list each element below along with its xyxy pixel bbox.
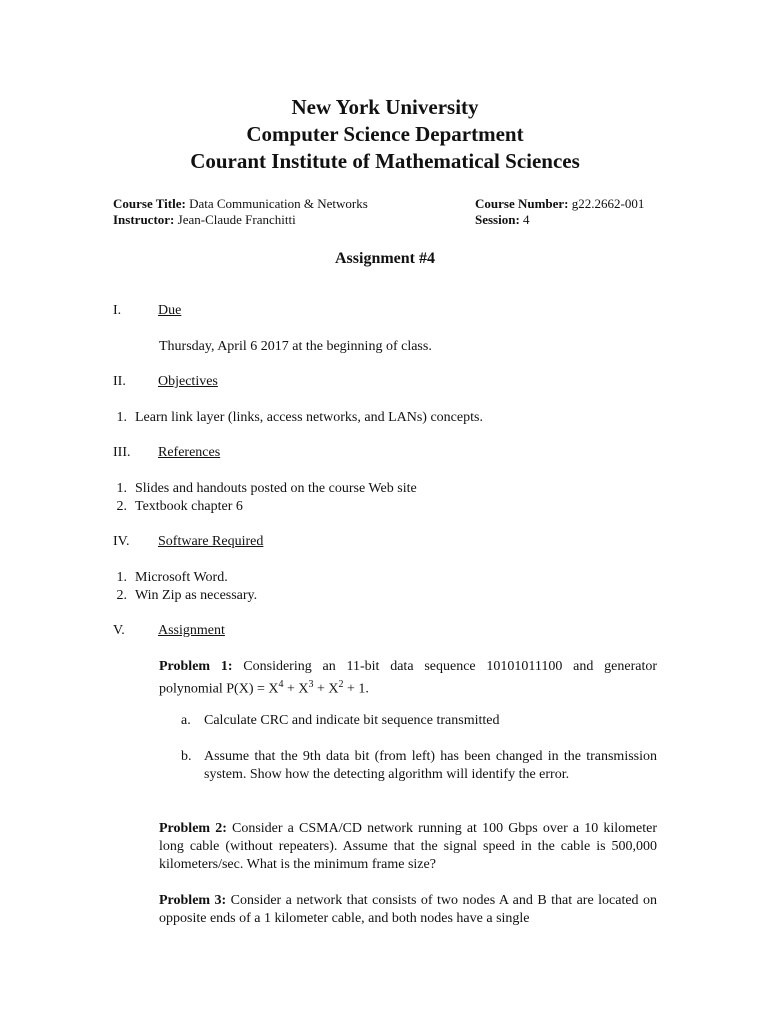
instructor-value: Jean-Claude Franchitti (177, 212, 296, 227)
course-meta-left (113, 196, 368, 228)
course-number-value: g22.2662-001 (571, 196, 645, 211)
section-number: IV. (113, 534, 130, 549)
document-header (0, 94, 770, 175)
instructor-line (113, 212, 368, 228)
exponent-2: 2 (338, 679, 344, 690)
list-text: Textbook chapter 6 (135, 499, 243, 514)
institute-name: Courant Institute of Mathematical Sciences (190, 149, 580, 173)
section-number: I. (113, 303, 122, 318)
problem-3-text: Consider a network that consists of two nodes A and B that are located on opposite ends of a 1 kilometer cable, and both nodes have a single (159, 893, 657, 926)
course-title-label: Course Title: (113, 196, 186, 211)
list-text: Win Zip as necessary. (135, 588, 258, 603)
problem-2-label: Problem 2: (159, 821, 227, 836)
problem-1-text: Considering an 11-bit data sequence 10101011100 and generator polynomial P(X) = X (159, 659, 657, 697)
section-number: V. (113, 623, 125, 638)
list-item (103, 569, 228, 587)
course-title-line (113, 196, 368, 212)
list-item (103, 498, 243, 516)
list-number: 1. (116, 570, 127, 585)
course-title-value: Data Communication & Networks (189, 196, 368, 211)
exponent-3: 3 (308, 679, 314, 690)
instructor-label: Instructor: (113, 212, 175, 227)
section-title: Software Required (158, 534, 264, 549)
due-date-text: Thursday, April 6 2017 at the beginning of class. (159, 339, 432, 354)
list-text: Slides and handouts posted on the course Web site (135, 481, 417, 496)
part-label: b. (181, 749, 192, 764)
section-number: III. (113, 445, 131, 460)
problem-2-text: Consider a CSMA/CD network running at 100 Gbps over a 10 kilometer long cable (without repeaters). Assume that the signal speed in the cable is 500,000 kilometers/sec. What is the minimum frame size? (159, 821, 658, 872)
list-text: Learn link layer (links, access networks, and LANs) concepts. (135, 410, 483, 425)
assignment-title: Assignment #4 (334, 250, 435, 267)
section-due-heading (113, 302, 181, 320)
part-text: Assume that the 9th data bit (from left) has been changed in the transmission system. Show how the detecting algorithm will identify the error. (204, 749, 657, 782)
section-title: Assignment (158, 623, 225, 638)
polynomial-term: + X (313, 681, 339, 697)
list-number: 2. (116, 588, 127, 603)
polynomial-tail: + 1. (343, 681, 369, 697)
section-objectives-heading (113, 373, 218, 391)
list-item (103, 480, 417, 498)
course-number-label: Course Number: (475, 196, 569, 211)
section-title: References (158, 445, 221, 460)
part-text: Calculate CRC and indicate bit sequence transmitted (204, 713, 500, 728)
section-references-heading (113, 444, 220, 462)
exponent-4: 4 (278, 679, 284, 690)
session-line (475, 212, 644, 228)
university-name: New York University (291, 95, 479, 119)
section-title: Due (158, 303, 182, 318)
section-title: Objectives (158, 374, 218, 389)
section-software-heading (113, 533, 263, 551)
department-name: Computer Science Department (246, 122, 524, 146)
polynomial-term: + X (283, 681, 309, 697)
problem-1-part-a (181, 712, 657, 730)
list-number: 1. (116, 410, 127, 425)
problem-1-label: Problem 1: (159, 659, 233, 674)
session-value: 4 (523, 212, 530, 227)
problem-3 (159, 892, 657, 928)
section-assignment-heading (113, 622, 225, 640)
course-number-line (475, 196, 644, 212)
section-number: II. (113, 374, 126, 389)
course-meta-right (475, 196, 644, 228)
list-item (103, 587, 257, 605)
list-number: 1. (116, 481, 127, 496)
list-text: Microsoft Word. (135, 570, 228, 585)
list-item (103, 409, 483, 427)
problem-2 (159, 820, 657, 874)
list-number: 2. (116, 499, 127, 514)
session-label: Session: (475, 212, 520, 227)
problem-1 (159, 658, 657, 699)
problem-3-label: Problem 3: (159, 893, 227, 908)
part-label: a. (181, 713, 191, 728)
problem-1-part-b (181, 748, 657, 784)
